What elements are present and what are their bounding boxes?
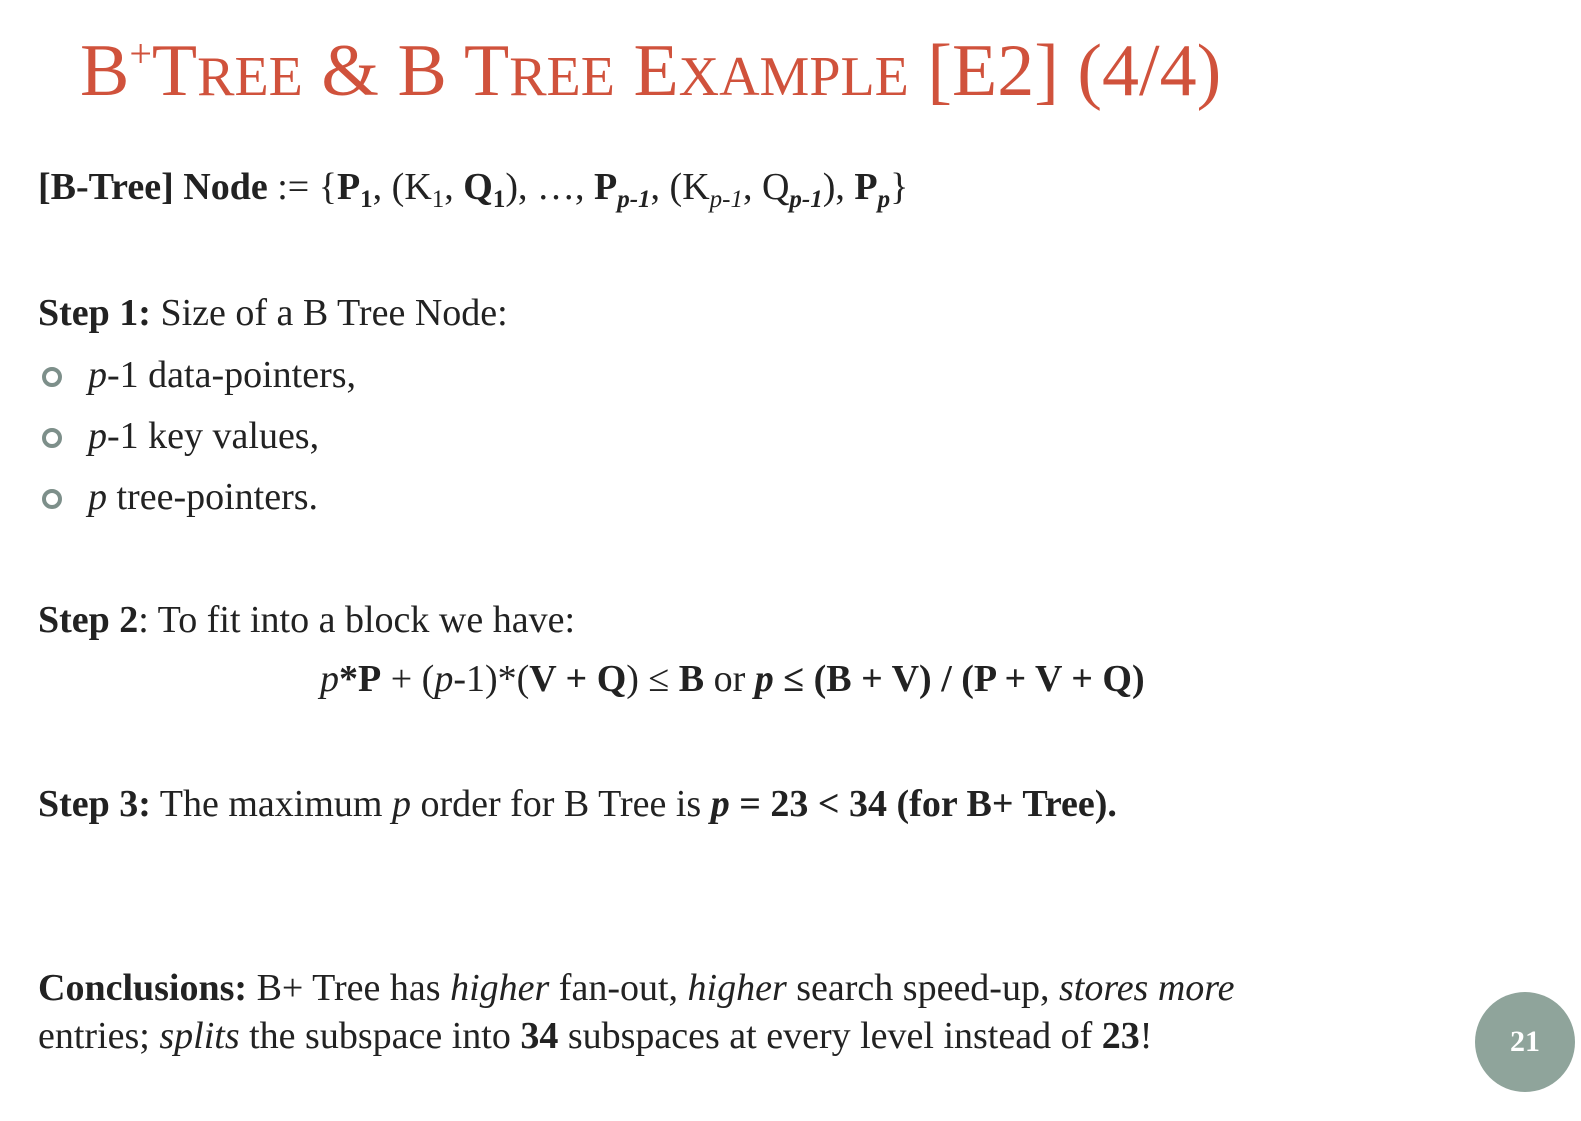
title-amp: & B xyxy=(302,30,464,112)
step2-text: : To fit into a block we have: xyxy=(138,599,575,641)
page-number-badge xyxy=(1475,992,1575,1092)
node-comma-1: , xyxy=(372,166,392,208)
node-label: [B-Tree] Node xyxy=(38,166,268,208)
title-xample: XAMPLE xyxy=(678,46,909,108)
step1-heading xyxy=(38,294,508,332)
formula-plus-open: + ( xyxy=(381,658,435,700)
conclusions-t2: fan-out, xyxy=(549,967,688,1009)
node-close-brace: } xyxy=(890,166,909,208)
formula-vq: V + Q xyxy=(529,658,627,700)
bullet-circle-icon xyxy=(42,428,62,448)
title-plus-superscript: + xyxy=(129,31,152,76)
step2-heading xyxy=(38,601,575,639)
conclusions-line-2 xyxy=(38,1012,1235,1060)
conclusions-t1: B+ Tree has xyxy=(247,967,451,1009)
node-comma-7: , xyxy=(835,166,855,208)
node-comma-2: , xyxy=(444,166,464,208)
bullet-1-text: -1 data-pointers, xyxy=(107,354,357,396)
conclusions-i1: higher xyxy=(450,967,550,1009)
conclusions-t5: the subspace into xyxy=(239,1015,521,1057)
node-definition xyxy=(38,166,909,213)
bullet-3-text: tree-pointers. xyxy=(107,476,319,518)
node-qp1: Q xyxy=(761,166,790,208)
formula-close: ) ≤ xyxy=(626,658,679,700)
node-kp1: K xyxy=(682,166,710,208)
conclusions-b2: 23 xyxy=(1101,1015,1140,1057)
conclusions-label: Conclusions: xyxy=(38,967,248,1009)
page-number: 21 xyxy=(1510,1025,1540,1058)
formula-minus: -1)*( xyxy=(453,658,530,700)
bullet-circle-icon xyxy=(42,489,62,509)
title-e: E xyxy=(614,30,679,112)
formula-b: B xyxy=(678,658,705,700)
conclusions-i4: splits xyxy=(159,1015,240,1057)
node-pp-sub: p xyxy=(877,186,891,213)
block-fit-formula xyxy=(320,660,1145,698)
formula-p2: p xyxy=(434,658,454,700)
bullet-3-var: p xyxy=(88,476,107,518)
node-pp1-sub: p-1 xyxy=(617,186,651,213)
step3-text-b: order for B Tree is xyxy=(410,783,711,825)
title-ree2: REE xyxy=(509,46,615,108)
formula-le: ≤ xyxy=(773,658,814,700)
formula-p3: p xyxy=(754,658,774,700)
node-paren-open-2: ( xyxy=(669,166,683,208)
formula-star-p: *P xyxy=(339,658,382,700)
conclusions-i3: stores more xyxy=(1058,967,1235,1009)
conclusions-t7: ! xyxy=(1139,1015,1153,1057)
step1-bullet-1 xyxy=(88,356,356,394)
node-pp: P xyxy=(854,166,878,208)
node-comma-6: , xyxy=(742,166,762,208)
conclusions-b1: 34 xyxy=(520,1015,559,1057)
node-comma-4: , xyxy=(574,166,594,208)
bullet-1-var: p xyxy=(88,354,107,396)
step3-bold-var: p xyxy=(710,783,730,825)
title-b: B xyxy=(80,30,130,112)
node-paren-open-1: ( xyxy=(391,166,405,208)
node-ellipsis: … xyxy=(536,166,575,208)
bullet-2-var: p xyxy=(88,415,107,457)
step3-bold-tail: = 23 < 34 (for B+ Tree). xyxy=(729,783,1117,825)
bullet-2-text: -1 key values, xyxy=(107,415,320,457)
step3-label: Step 3: xyxy=(38,783,151,825)
step1-bullet-3 xyxy=(88,478,318,516)
node-paren-close-2: ) xyxy=(822,166,836,208)
node-kp1-sub: p-1 xyxy=(709,186,743,213)
node-k1: K xyxy=(404,166,432,208)
title-t1: T xyxy=(151,30,198,112)
step1-text: Size of a B Tree Node: xyxy=(150,292,508,334)
title-t2: T xyxy=(463,30,510,112)
node-q1: Q xyxy=(463,166,493,208)
node-q1-sub: 1 xyxy=(492,186,506,213)
bullet-circle-icon xyxy=(42,367,62,387)
formula-or: or xyxy=(704,658,755,700)
conclusions-t3: search speed-up, xyxy=(786,967,1059,1009)
conclusions-i2: higher xyxy=(687,967,787,1009)
slide-title xyxy=(80,30,1222,112)
node-qp1-sub: p-1 xyxy=(789,186,823,213)
node-k1-sub: 1 xyxy=(431,186,445,213)
title-ree1: REE xyxy=(197,46,303,108)
conclusions-paragraph xyxy=(38,964,1235,1060)
conclusions-line-1 xyxy=(38,964,1235,1012)
node-assign: := { xyxy=(267,166,337,208)
step3-text-a: The maximum xyxy=(150,783,392,825)
node-comma-5: , xyxy=(650,166,670,208)
node-paren-close-1: ) xyxy=(505,166,518,208)
title-tail: [E2] (4/4) xyxy=(908,30,1222,112)
step3-line xyxy=(38,785,1117,823)
node-comma-3: , xyxy=(517,166,537,208)
conclusions-t4: entries; xyxy=(38,1015,160,1057)
node-p1-sub: 1 xyxy=(360,186,373,213)
node-p1: P xyxy=(336,166,361,208)
conclusions-t6: subspaces at every level instead of xyxy=(558,1015,1102,1057)
formula-rhs: (B + V) / (P + V + Q) xyxy=(813,658,1145,700)
step1-label: Step 1: xyxy=(38,292,151,334)
step3-var: p xyxy=(391,783,411,825)
step1-bullet-2 xyxy=(88,417,319,455)
node-pp1: P xyxy=(593,166,618,208)
step2-label: Step 2 xyxy=(38,599,139,641)
formula-p: p xyxy=(320,658,339,700)
